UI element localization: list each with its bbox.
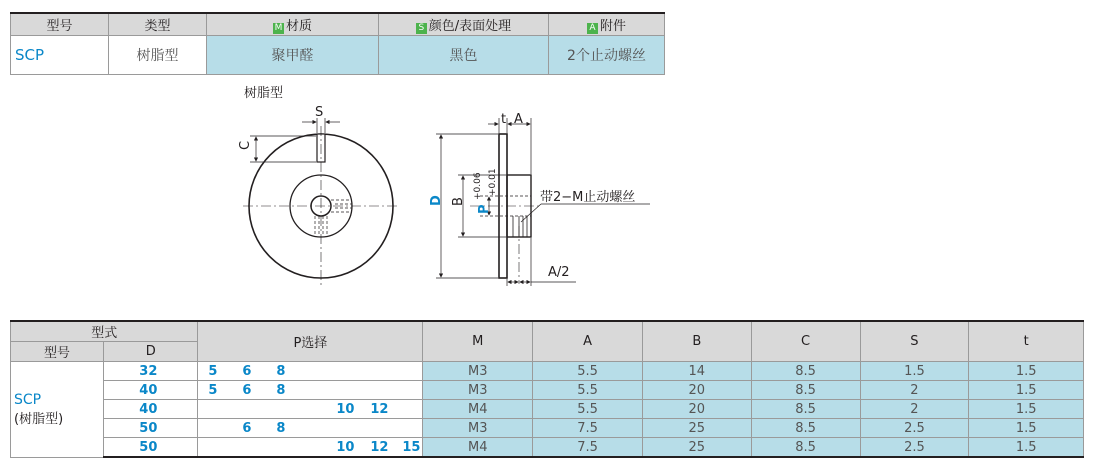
s-value: 2.5 [860,438,969,458]
dim-p-tol-upper: +0.06 [473,172,483,200]
a-value: 5.5 [533,362,643,381]
c-value: 8.5 [751,419,860,438]
material-tag-icon: M [274,23,283,33]
d-value: 40 [104,381,198,400]
s-value: 2 [860,400,969,419]
a-value: 5.5 [533,381,643,400]
header-a: A [533,321,643,362]
dim-p-label: P [477,204,492,214]
c-value: 8.5 [751,438,860,458]
d-value: 50 [104,419,198,438]
table-row [11,400,1084,419]
s-value: 1.5 [860,362,969,381]
dim-a-label: A [514,112,523,127]
dim-p-tol-lower: +0.01 [488,168,498,196]
header-accessory-label: 附件 [599,19,626,34]
c-value: 8.5 [751,400,860,419]
dim-s-label: S [315,105,324,120]
b-value: 20 [642,400,751,419]
b-value: 25 [642,438,751,458]
dim-b-label: B [451,197,466,206]
p-choice-cell [198,419,423,438]
p-option: 12 [370,401,389,417]
p-option: 6 [242,363,252,379]
c-value: 8.5 [751,362,860,381]
m-value: M4 [423,438,533,458]
t-value: 1.5 [969,381,1084,400]
t-value: 1.5 [969,419,1084,438]
s-value: 2 [860,381,969,400]
header-color-label: 颜色/表面处理 [428,19,512,34]
header-model: 型号 [11,13,109,36]
header-m: M [423,321,533,362]
m-value: M3 [423,381,533,400]
model-sub: (树脂型) [14,411,64,427]
header-p-choice: P选择 [198,321,423,362]
dim-t-label: t [501,112,507,127]
spec-model-value: SCP [11,36,109,75]
p-option: 5 [208,363,218,379]
p-option: 8 [276,420,286,436]
p-option: 8 [276,363,286,379]
p-option: 12 [370,439,389,455]
p-option: 6 [242,420,252,436]
a-value: 7.5 [533,419,643,438]
spec-type-value: 树脂型 [109,36,207,75]
color-tag-icon: S [416,23,427,34]
p-option: 5 [208,382,218,398]
s-value: 2.5 [860,419,969,438]
p-option: 10 [336,439,355,455]
p-choice-cell [198,438,423,458]
drawing-title: 树脂型 [244,86,284,101]
b-value: 20 [642,381,751,400]
dim-a-half-label: A/2 [548,265,570,280]
m-value: M4 [423,400,533,419]
front-view [243,118,399,286]
header-c: C [751,321,860,362]
p-option: 15 [402,439,421,455]
header-model: 型号 [11,342,104,362]
d-value: 32 [104,362,198,381]
model-cell [11,362,104,458]
a-value: 5.5 [533,400,643,419]
dimension-table [10,320,1084,458]
b-value: 14 [642,362,751,381]
header-s: S [860,321,969,362]
accessory-tag-icon: A [587,23,598,34]
t-value: 1.5 [969,438,1084,458]
p-choice-cell [198,400,423,419]
t-value: 1.5 [969,362,1084,381]
header-type: 类型 [109,13,207,36]
m-value: M3 [423,419,533,438]
table-row [11,419,1084,438]
spec-material-value: 聚甲醛 [207,36,379,75]
header-material-label: 材质 [285,19,312,34]
header-t: t [969,321,1084,362]
a-value: 7.5 [533,438,643,458]
spec-color-value: 黑色 [379,36,549,75]
p-option: 6 [242,382,252,398]
p-option: 10 [336,401,355,417]
screw-note: 带2−M止动螺丝 [540,190,636,205]
b-value: 25 [642,419,751,438]
m-value: M3 [423,362,533,381]
header-form: 型式 [11,321,198,342]
d-value: 40 [104,400,198,419]
p-choice-cell [198,362,423,381]
c-value: 8.5 [751,381,860,400]
d-value: 50 [104,438,198,458]
spec-accessory-value: 2个止动螺丝 [549,36,665,75]
dim-c-label: C [238,140,253,150]
model-name: SCP [14,391,42,408]
p-option: 8 [276,382,286,398]
header-d: D [104,342,198,362]
header-b: B [642,321,751,362]
table-row [11,381,1084,400]
t-value: 1.5 [969,400,1084,419]
dim-d-label: D [429,195,444,206]
p-choice-cell [198,381,423,400]
table-row [11,438,1084,458]
table-row [11,362,1084,381]
